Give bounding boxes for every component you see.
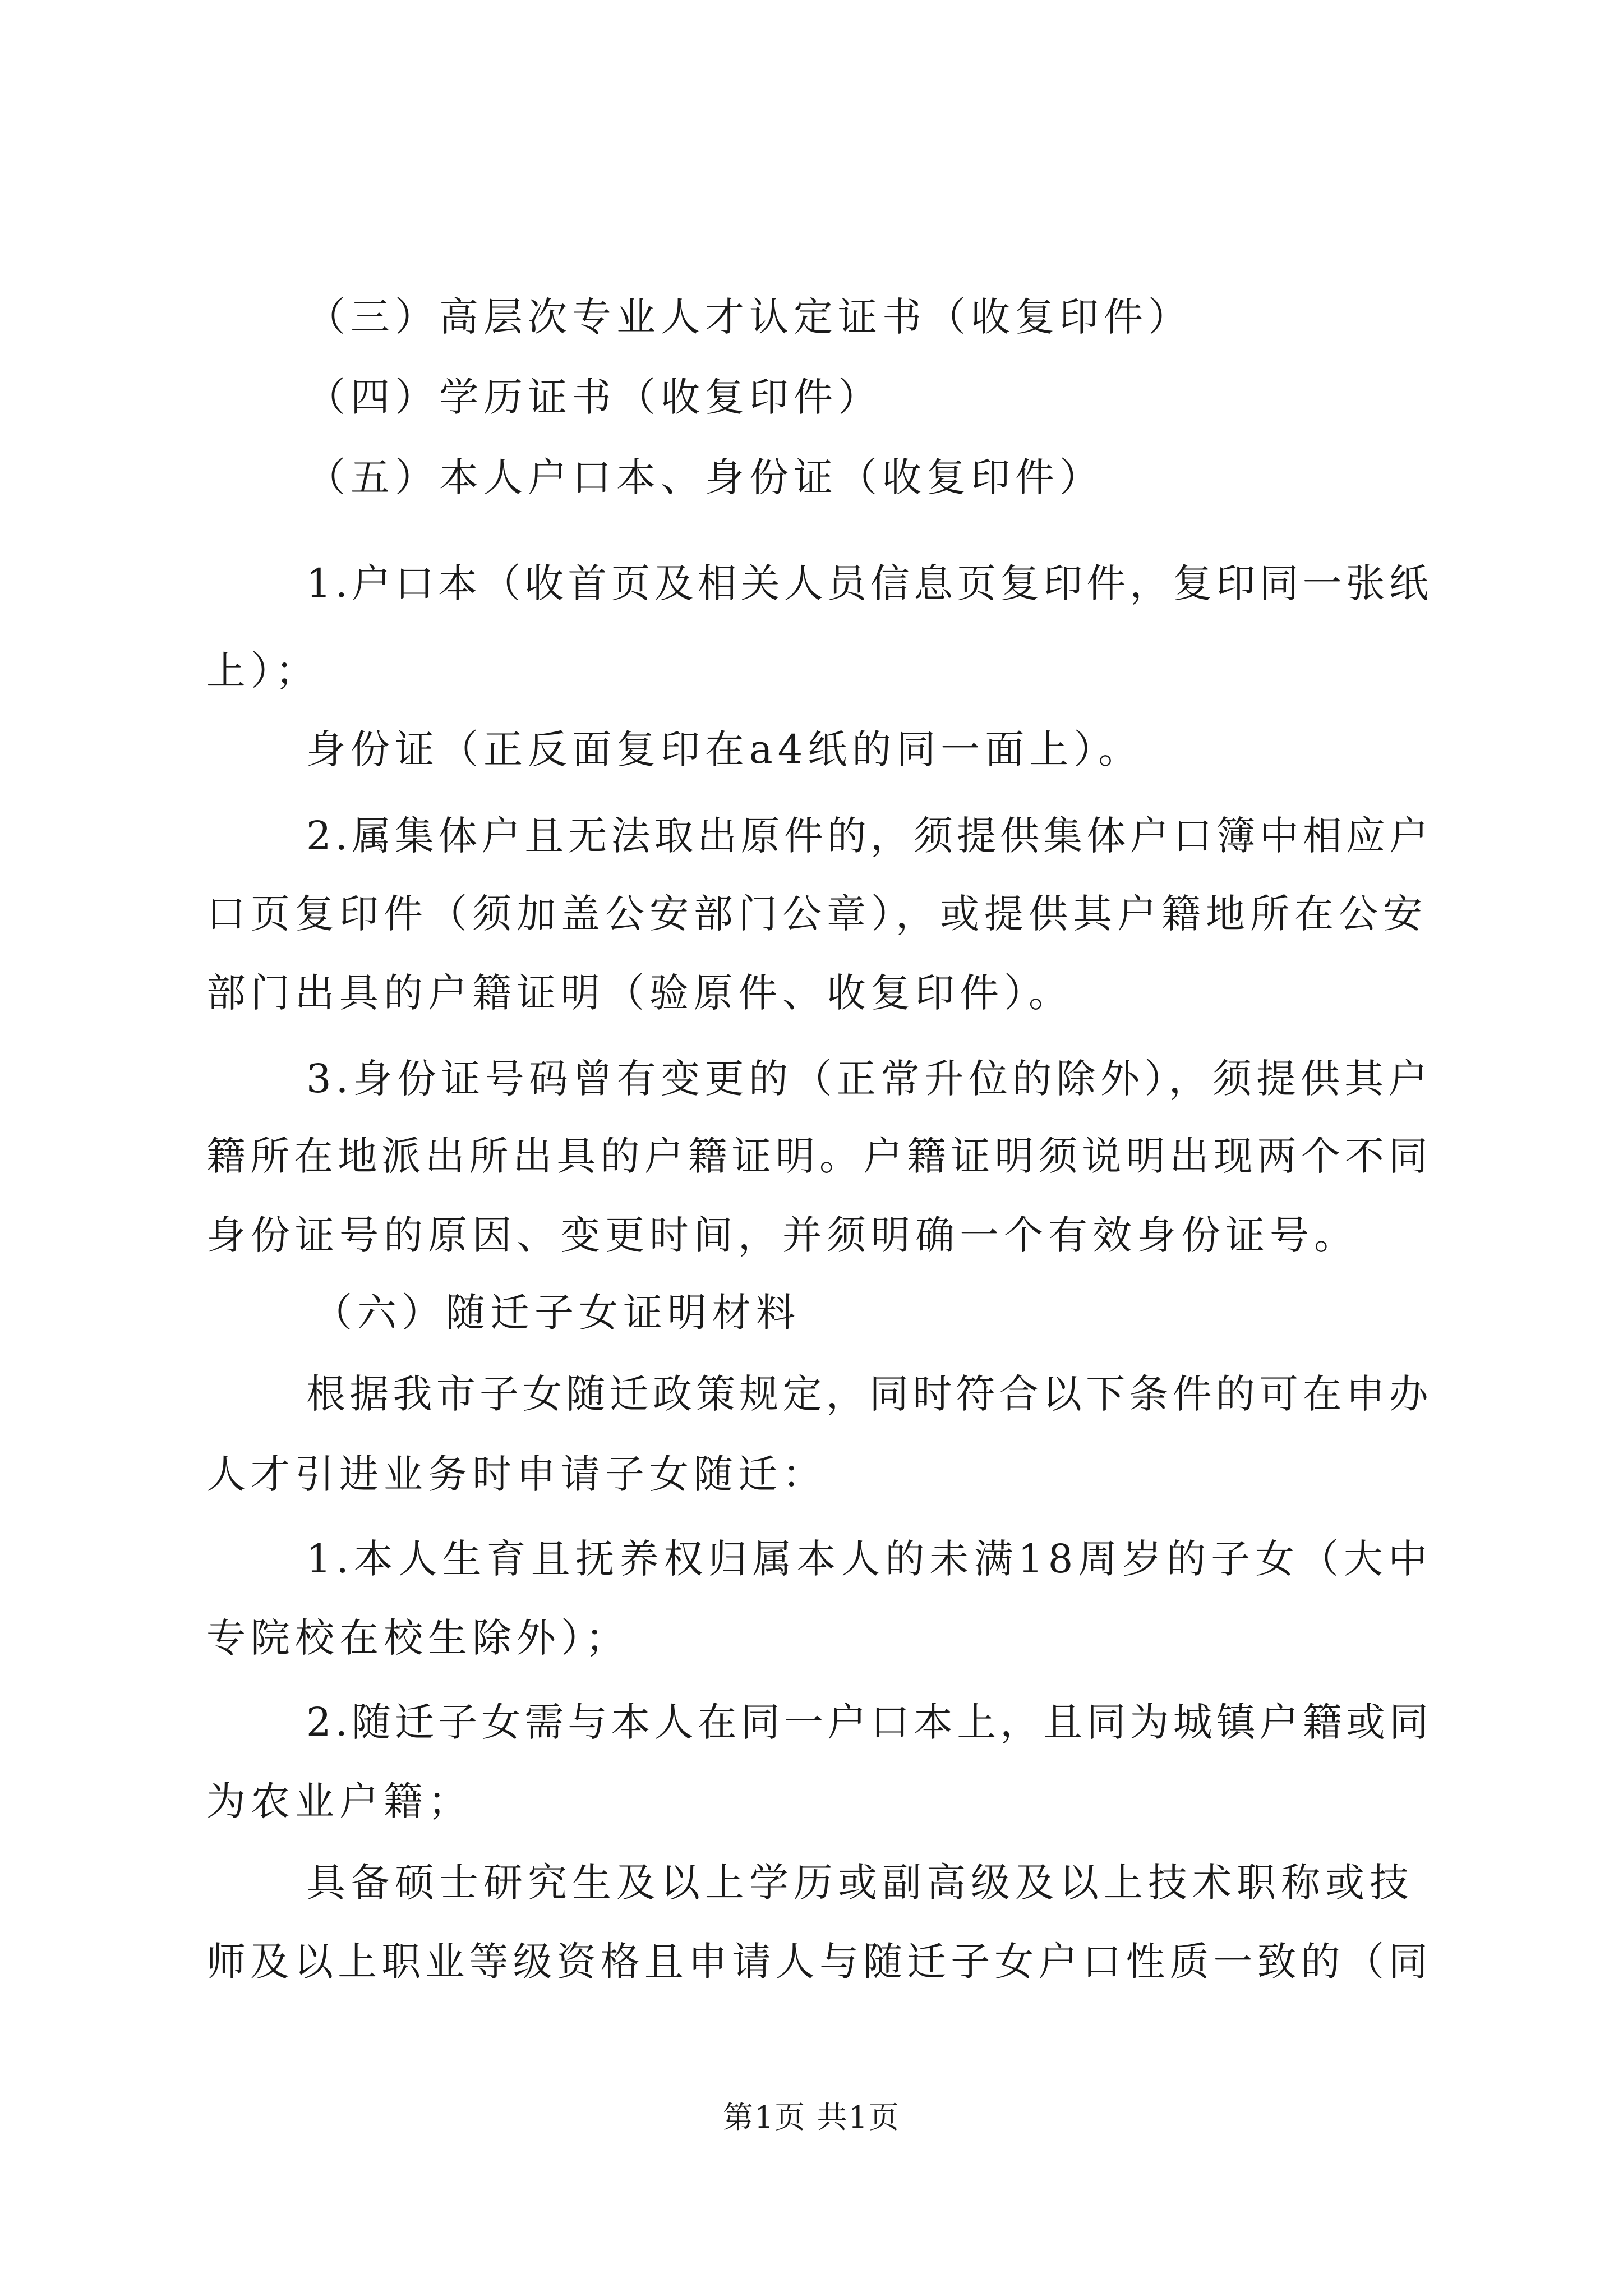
paragraph-line: 人才引进业务时申请子女随迁： (206, 1451, 827, 1497)
paragraph-line: 师及以上职业等级资格且申请人与随迁子女户口性质一致的（同 (206, 1939, 1432, 1985)
paragraph-line: （五）本人户口本、身份证（收复印件） (306, 454, 1104, 500)
paragraph-line: 1.户口本（收首页及相关人员信息页复印件，复印同一张纸 (306, 560, 1432, 606)
paragraph-line: 1.本人生育且抚养权归属本人的未满18周岁的子女（大中 (306, 1536, 1432, 1582)
paragraph-line: （六）随迁子女证明材料 (313, 1290, 800, 1336)
paragraph-line: （三）高层次专业人才认定证书（收复印件） (306, 294, 1192, 340)
paragraph-line: （四）学历证书（收复印件） (306, 374, 882, 420)
paragraph-line: 3.身份证号码曾有变更的（正常升位的除外），须提供其户 (306, 1056, 1432, 1102)
paragraph-line: 具备硕士研究生及以上学历或副高级及以上技术职称或技 (306, 1860, 1414, 1906)
page-number-footer: 第1页 共1页 (723, 2100, 900, 2135)
paragraph-line: 根据我市子女随迁政策规定，同时符合以下条件的可在申办 (306, 1371, 1432, 1417)
paragraph-line: 为农业户籍； (206, 1778, 472, 1824)
paragraph-line: 部门出具的户籍证明（验原件、收复印件）。 (206, 970, 1073, 1016)
paragraph-line: 2.随迁子女需与本人在同一户口本上，且同为城镇户籍或同 (306, 1699, 1432, 1745)
paragraph-line: 2.属集体户且无法取出原件的，须提供集体户口簿中相应户 (306, 813, 1432, 859)
paragraph-line: 专院校在校生除外）； (206, 1615, 630, 1661)
paragraph-line: 籍所在地派出所出具的户籍证明。户籍证明须说明出现两个不同 (206, 1133, 1432, 1179)
paragraph-line: 身份证号的原因、变更时间，并须明确一个有效身份证号。 (206, 1212, 1358, 1258)
paragraph-line: 上）； (206, 648, 320, 694)
paragraph-line: 身份证（正反面复印在a4纸的同一面上）。 (306, 726, 1143, 772)
paragraph-line: 口页复印件（须加盖公安部门公章），或提供其户籍地所在公安 (206, 891, 1427, 937)
